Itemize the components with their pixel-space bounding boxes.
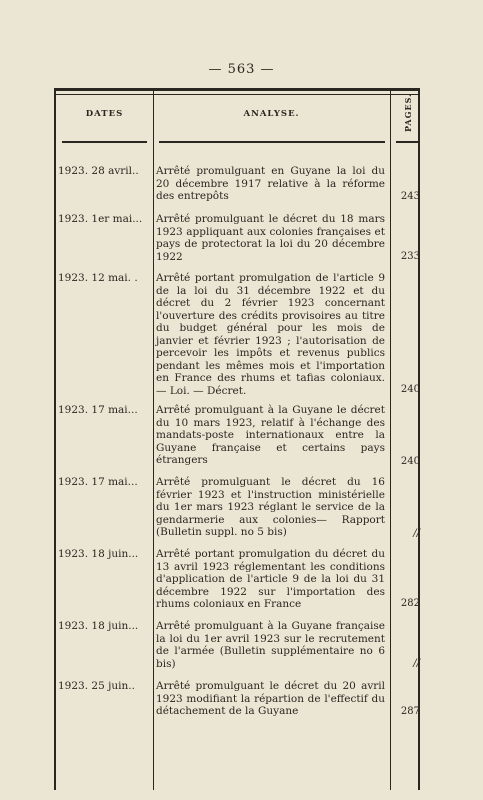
entry-date: 1923. 18 juin... xyxy=(58,620,139,632)
entry-analysis: Arrêté promulguant le décret du 16 février 1923 et l'instruction ministérielle du 1er mars 1923 réglant le service de la gendarmerie aux colonies— Rapport (Bulletin suppl. no 5 bis) xyxy=(156,476,385,538)
entry-date: 1923. 17 mai... xyxy=(58,476,138,488)
entry-page: // xyxy=(413,658,420,669)
entry-page: 240 xyxy=(400,456,420,467)
header-pages: PAGES. xyxy=(403,93,413,132)
entry-date: 1923. 28 avril.. xyxy=(58,165,139,177)
entry-date: 1923. 17 mai... xyxy=(58,404,138,416)
entry-date: 1923. 18 juin... xyxy=(58,548,139,560)
entry-date: 1923. 12 mai. . xyxy=(58,272,138,284)
header-rule xyxy=(396,141,418,143)
entry-analysis: Arrêté promulguant à la Guyane française la loi du 1er avril 1923 sur le recrutement de l'armée (Bulletin supplémentaire no 6 bis) xyxy=(156,620,385,670)
entry-analysis: Arrêté promulguant le décret du 20 avril 1923 modifiant la répartion de l'effectif du détachement de la Guyane xyxy=(156,680,385,717)
header-dates: DATES xyxy=(85,109,124,119)
entry-analysis: Arrêté portant promulgation de l'article 9 de la loi du 31 décembre 1922 et du décret du 2 février 1923 concernant l'ouverture des crédits provisoires au titre du budget général pour les mois de janvier et février 1923 ; l'autorisation de percevoir les impôts et revenus publics pendant les mêmes mois et l'importation en France des rhums et tafias coloniaux. — Loi. — Décret. xyxy=(156,272,385,397)
page-number: — 563 — xyxy=(208,62,275,77)
entry-analysis: Arrêté promulguant le décret du 18 mars 1923 appliquant aux colonies françaises et pays de protectorat la loi du 20 décembre 1922 xyxy=(156,213,385,263)
entry-page: // xyxy=(413,528,420,539)
entry-date: 1923. 25 juin.. xyxy=(58,680,135,692)
header-rule xyxy=(62,141,147,143)
header-rule xyxy=(159,141,385,143)
entry-analysis: Arrêté promulguant en Guyane la loi du 20 décembre 1917 relative à la réforme des entrepôts xyxy=(156,165,385,202)
entry-page: 233 xyxy=(400,251,420,262)
header-analyse: ANALYSE. xyxy=(243,109,300,119)
column-divider-dates xyxy=(153,91,154,790)
entry-page: 243 xyxy=(400,191,420,202)
entry-page: 282 xyxy=(400,598,420,609)
entry-analysis: Arrêté promulguant à la Guyane le décret du 10 mars 1923, relatif à l'échange des mandats-poste internationaux entre la Guyane française et certains pays étrangers xyxy=(156,404,385,466)
entry-page: 287 xyxy=(400,706,420,717)
entry-page: 240 xyxy=(400,384,420,395)
entry-analysis: Arrêté portant promulgation du décret du 13 avril 1923 réglementant les conditions d'application de l'article 9 de la loi du 31 décembre 1922 sur l'importation des rhums coloniaux en France xyxy=(156,548,385,610)
entry-date: 1923. 1er mai... xyxy=(58,213,143,225)
